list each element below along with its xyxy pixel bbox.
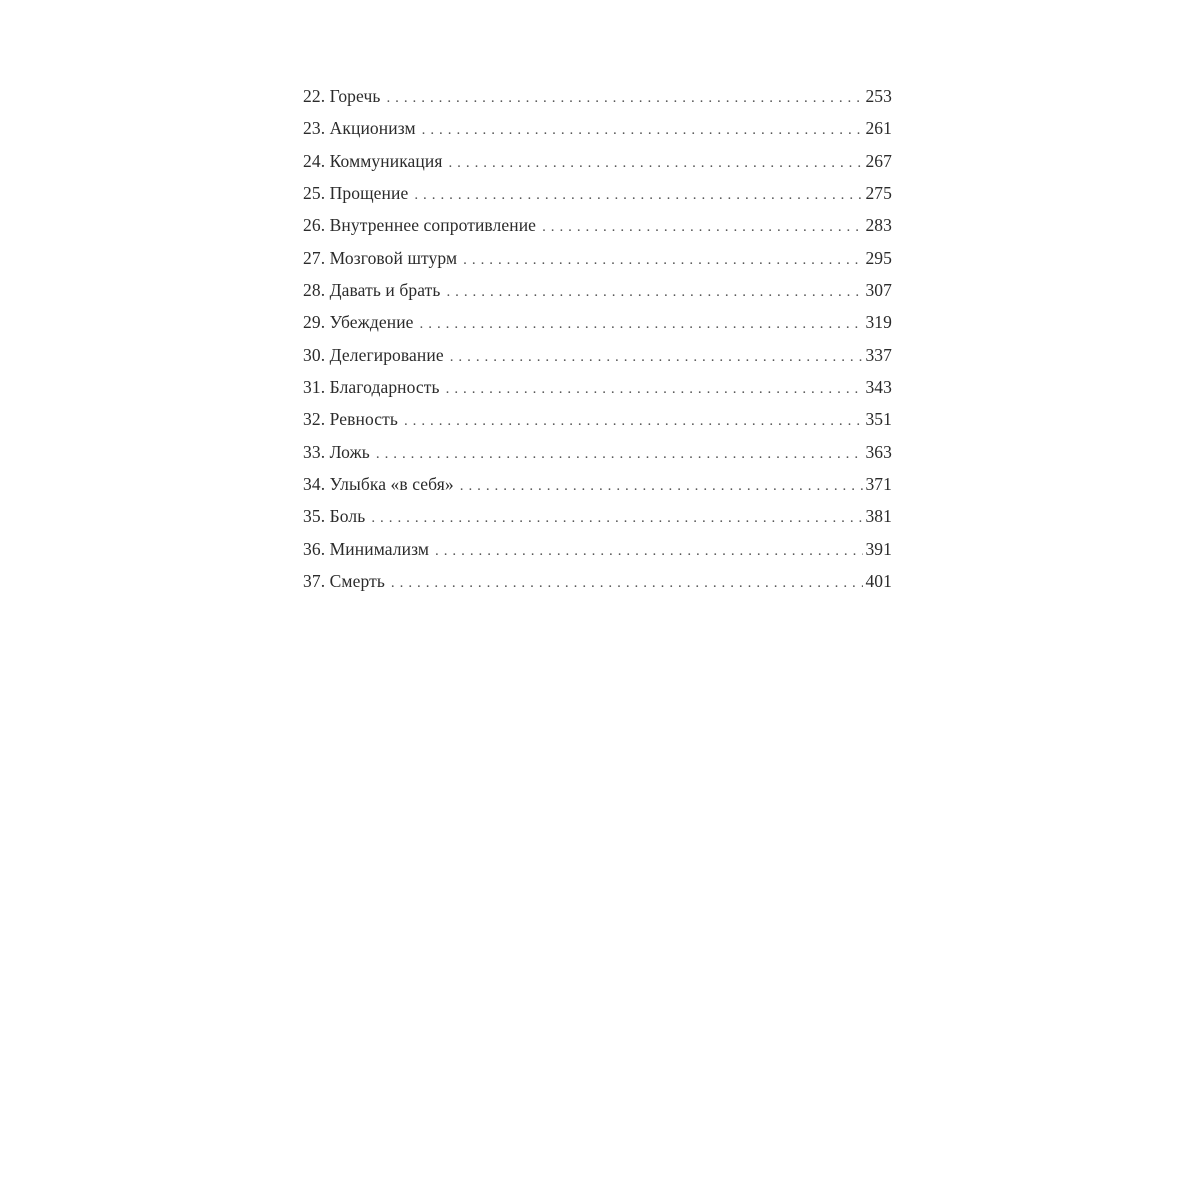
toc-dot-leader [446,381,864,398]
toc-entry-page: 371 [865,474,892,495]
toc-entry[interactable] [303,539,892,571]
toc-entry-page: 363 [865,441,892,462]
toc-entry[interactable] [303,151,892,183]
toc-entry-title: 31. Благодарность [303,377,440,398]
toc-dot-leader [386,90,863,107]
toc-entry[interactable] [303,118,892,150]
toc-dot-leader [414,187,863,204]
toc-dot-leader [542,219,863,236]
toc-entry-title: 34. Улыбка «в себя» [303,474,454,495]
toc-entry[interactable] [303,345,892,377]
toc-entry[interactable] [303,571,892,603]
toc-entry-page: 283 [865,215,892,236]
toc-entry-title: 23. Акционизм [303,118,416,139]
toc-dot-leader [420,316,864,333]
toc-entry-title: 22. Горечь [303,86,381,106]
toc-entry[interactable] [303,474,892,506]
toc-dot-leader [446,284,863,301]
toc-dot-leader [391,575,864,592]
toc-entry[interactable] [303,409,892,441]
toc-entry-page: 253 [865,86,892,106]
toc-dot-leader [376,446,864,463]
toc-entry-title: 28. Давать и брать [303,280,441,301]
toc-entry-page: 401 [865,571,892,592]
toc-entry-page: 343 [865,377,892,398]
toc-entry[interactable] [303,442,892,474]
toc-dot-leader [460,478,864,495]
toc-entry-title: 35. Боль [303,506,366,527]
table-of-contents [303,86,892,604]
toc-dot-leader [450,349,864,366]
toc-entry-title: 27. Мозговой штурм [303,247,458,268]
toc-entry-page: 267 [865,150,892,171]
toc-entry[interactable] [303,377,892,409]
toc-entry[interactable] [303,183,892,215]
toc-entry-page: 337 [865,344,892,365]
toc-entry-page: 307 [865,280,892,301]
toc-entry[interactable] [303,280,892,312]
toc-dot-leader [448,155,863,172]
toc-entry-title: 33. Ложь [303,441,370,462]
toc-entry-title: 29. Убеждение [303,312,414,333]
toc-entry-page: 295 [865,247,892,268]
toc-entry[interactable] [303,312,892,344]
toc-entry[interactable] [303,248,892,280]
toc-entry-page: 351 [865,409,892,430]
toc-dot-leader [371,510,863,527]
toc-entry-title: 32. Ревность [303,409,398,430]
toc-entry-page: 261 [865,118,892,139]
toc-dot-leader [404,413,864,430]
toc-entry-title: 25. Прощение [303,183,409,204]
toc-dot-leader [435,543,863,560]
toc-entry-title: 24. Коммуникация [303,150,443,171]
toc-entry-page: 391 [865,538,892,559]
toc-dot-leader [422,122,864,139]
toc-entry[interactable] [303,86,892,118]
toc-entry[interactable] [303,506,892,538]
toc-dot-leader [463,252,863,269]
toc-entry-page: 275 [865,183,892,204]
toc-entry-title: 36. Минимализм [303,538,430,559]
toc-entry[interactable] [303,215,892,247]
toc-entry-title: 37. Смерть [303,571,385,592]
toc-entry-page: 319 [865,312,892,333]
toc-entry-title: 26. Внутреннее сопротивление [303,215,537,236]
toc-entry-page: 381 [865,506,892,527]
toc-entry-title: 30. Делегирование [303,344,444,365]
